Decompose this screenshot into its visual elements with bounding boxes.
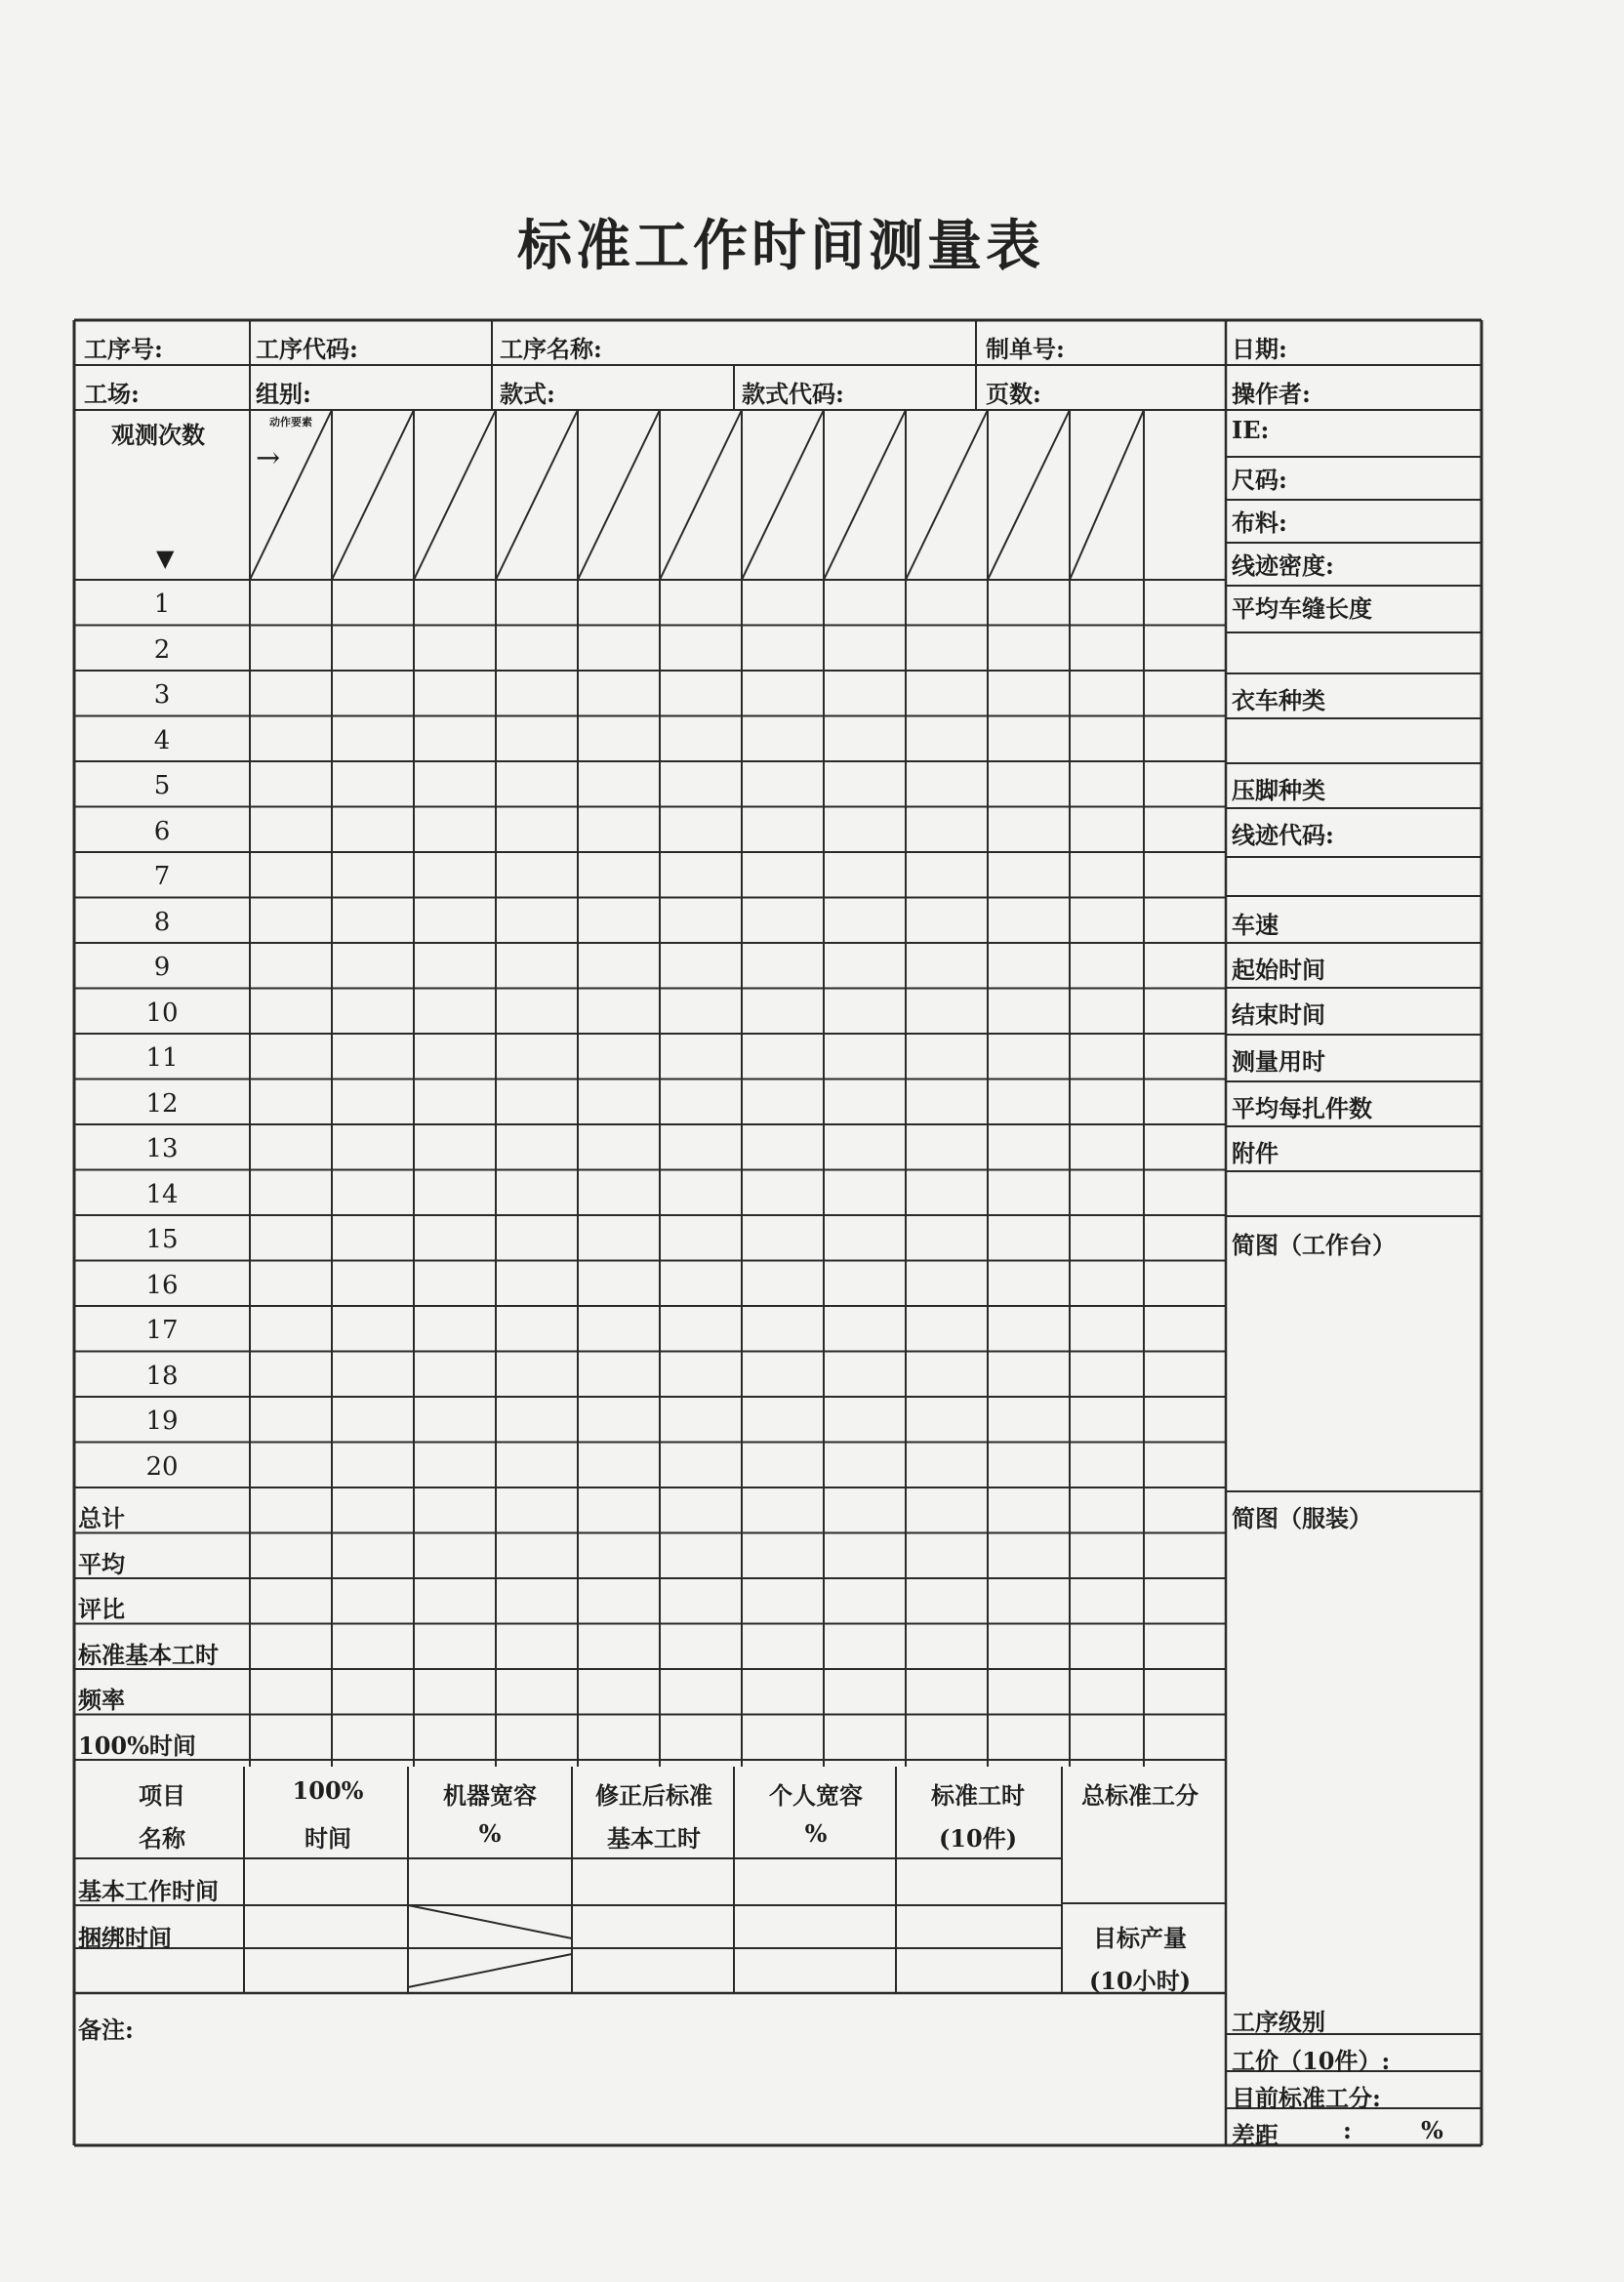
header-factory: 工场: bbox=[84, 380, 140, 408]
bottom-target-output-line1: 目标产量 bbox=[1093, 1924, 1187, 1952]
row-number: 6 bbox=[153, 816, 171, 846]
bottom-item-line2: 名称 bbox=[139, 1824, 185, 1853]
bottom-100pct-line1: 100% bbox=[292, 1776, 364, 1805]
row-number: 20 bbox=[145, 1451, 179, 1482]
bottom-item-line1: 项目 bbox=[139, 1781, 185, 1810]
row-number: 16 bbox=[145, 1270, 179, 1300]
summary-row-label: 100%时间 bbox=[78, 1731, 196, 1760]
row-number: 3 bbox=[153, 680, 171, 710]
sidebar-fabric: 布料: bbox=[1232, 509, 1287, 537]
form-title: 标准工作时间测量表 bbox=[517, 214, 1044, 278]
row-number: 17 bbox=[145, 1316, 179, 1345]
row-number: 15 bbox=[145, 1225, 179, 1254]
row-number: 8 bbox=[153, 907, 171, 937]
row-number: 5 bbox=[153, 771, 171, 800]
summary-row-label: 频率 bbox=[78, 1686, 125, 1714]
bottom-personal-allowance-line2: % bbox=[804, 1819, 828, 1848]
sidebar-size: 尺码: bbox=[1232, 466, 1287, 494]
arrow-down-icon: ▼ bbox=[156, 545, 175, 572]
bottom-machine-allowance-line1: 机器宽容 bbox=[443, 1781, 537, 1810]
arrow-right-icon: → bbox=[256, 441, 281, 475]
header-process-name: 工序名称: bbox=[500, 335, 602, 363]
diagonal-line bbox=[578, 410, 660, 580]
sidebar-ie: IE: bbox=[1232, 416, 1270, 444]
bundle-diagonal-line bbox=[408, 1954, 572, 1987]
bottom-corrected-line1: 修正后标准 bbox=[595, 1781, 712, 1810]
diagonal-line bbox=[742, 410, 824, 580]
row-number: 10 bbox=[145, 998, 179, 1028]
diagonal-line bbox=[332, 410, 414, 580]
sidebar-presser-foot: 压脚种类 bbox=[1232, 776, 1325, 804]
footer-gap-separator: : bbox=[1343, 2116, 1352, 2144]
header-style: 款式: bbox=[500, 380, 555, 408]
header-style-code: 款式代码: bbox=[742, 380, 844, 408]
header-operator: 操作者: bbox=[1232, 380, 1311, 408]
bottom-basic-work-time: 基本工作时间 bbox=[78, 1877, 219, 1905]
header-process-code: 工序代码: bbox=[256, 335, 358, 363]
diagonal-line bbox=[496, 410, 578, 580]
summary-row-label: 评比 bbox=[78, 1595, 125, 1623]
bottom-target-output-line2: (10小时) bbox=[1088, 1967, 1192, 1995]
sidebar-stitch-density: 线迹密度: bbox=[1232, 551, 1334, 580]
sidebar-attachment: 附件 bbox=[1232, 1139, 1279, 1167]
sidebar-start-time: 起始时间 bbox=[1232, 956, 1325, 984]
sidebar-avg-seam-length: 平均车缝长度 bbox=[1232, 594, 1372, 623]
header-date: 日期: bbox=[1232, 335, 1287, 363]
sidebar-machine-type: 衣车种类 bbox=[1232, 686, 1325, 714]
bottom-100pct-line2: 时间 bbox=[304, 1824, 351, 1853]
bundle-diagonal-line bbox=[408, 1905, 572, 1938]
diagonal-line bbox=[824, 410, 906, 580]
row-number: 9 bbox=[153, 953, 171, 982]
row-number: 1 bbox=[153, 590, 171, 619]
header-process-no: 工序号: bbox=[84, 335, 163, 363]
row-number: 12 bbox=[145, 1088, 179, 1119]
sidebar-speed: 车速 bbox=[1232, 911, 1279, 939]
footer-current-std-points: 目前标准工分: bbox=[1232, 2084, 1381, 2112]
header-order-no: 制单号: bbox=[986, 335, 1065, 363]
bottom-std-time-line2: (10件) bbox=[938, 1824, 1018, 1853]
bottom-total-std-points: 总标准工分 bbox=[1081, 1781, 1198, 1810]
diagonal-line bbox=[906, 410, 988, 580]
remarks-label: 备注: bbox=[78, 2016, 134, 2044]
summary-row-label: 平均 bbox=[78, 1549, 125, 1578]
row-number: 4 bbox=[153, 725, 171, 755]
footer-gap-unit: % bbox=[1421, 2116, 1443, 2144]
summary-row-label: 总计 bbox=[78, 1504, 125, 1532]
header-group: 组别: bbox=[256, 380, 311, 408]
row-number: 7 bbox=[153, 862, 171, 891]
diagonal-line bbox=[414, 410, 496, 580]
sidebar-sketch-garment: 简图（服装） bbox=[1232, 1504, 1372, 1532]
bottom-bundle-time: 捆绑时间 bbox=[78, 1924, 172, 1952]
footer-wage: 工价（10件）: bbox=[1232, 2047, 1391, 2075]
bottom-corrected-line2: 基本工时 bbox=[607, 1824, 701, 1853]
row-number: 14 bbox=[145, 1179, 179, 1209]
row-number: 13 bbox=[145, 1134, 179, 1163]
bottom-personal-allowance-line1: 个人宽容 bbox=[769, 1781, 863, 1810]
row-number: 19 bbox=[145, 1406, 179, 1436]
diagonal-line bbox=[1070, 410, 1144, 580]
bottom-machine-allowance-line2: % bbox=[478, 1819, 502, 1848]
observe-count-label: 观测次数 bbox=[111, 421, 205, 449]
sidebar-end-time: 结束时间 bbox=[1232, 1000, 1325, 1029]
sidebar-measure-time: 测量用时 bbox=[1232, 1047, 1325, 1076]
diagonal-line bbox=[988, 410, 1070, 580]
footer-process-grade: 工序级别 bbox=[1232, 2008, 1325, 2036]
sidebar-sketch-workbench: 简图（工作台） bbox=[1232, 1231, 1396, 1259]
sidebar-stitch-code: 线迹代码: bbox=[1232, 821, 1334, 849]
action-element-label: 动作要素 bbox=[269, 416, 312, 428]
diagonal-line bbox=[660, 410, 742, 580]
footer-gap-label: 差距 bbox=[1232, 2121, 1279, 2149]
row-number: 2 bbox=[153, 634, 171, 665]
row-number: 18 bbox=[145, 1361, 179, 1391]
diagonal-line bbox=[250, 410, 332, 580]
header-page: 页数: bbox=[986, 380, 1041, 408]
summary-row-label: 标准基本工时 bbox=[78, 1640, 219, 1669]
row-number: 11 bbox=[145, 1043, 179, 1073]
sidebar-avg-pieces-per-bundle: 平均每扎件数 bbox=[1232, 1094, 1372, 1122]
bottom-std-time-line1: 标准工时 bbox=[931, 1781, 1025, 1810]
